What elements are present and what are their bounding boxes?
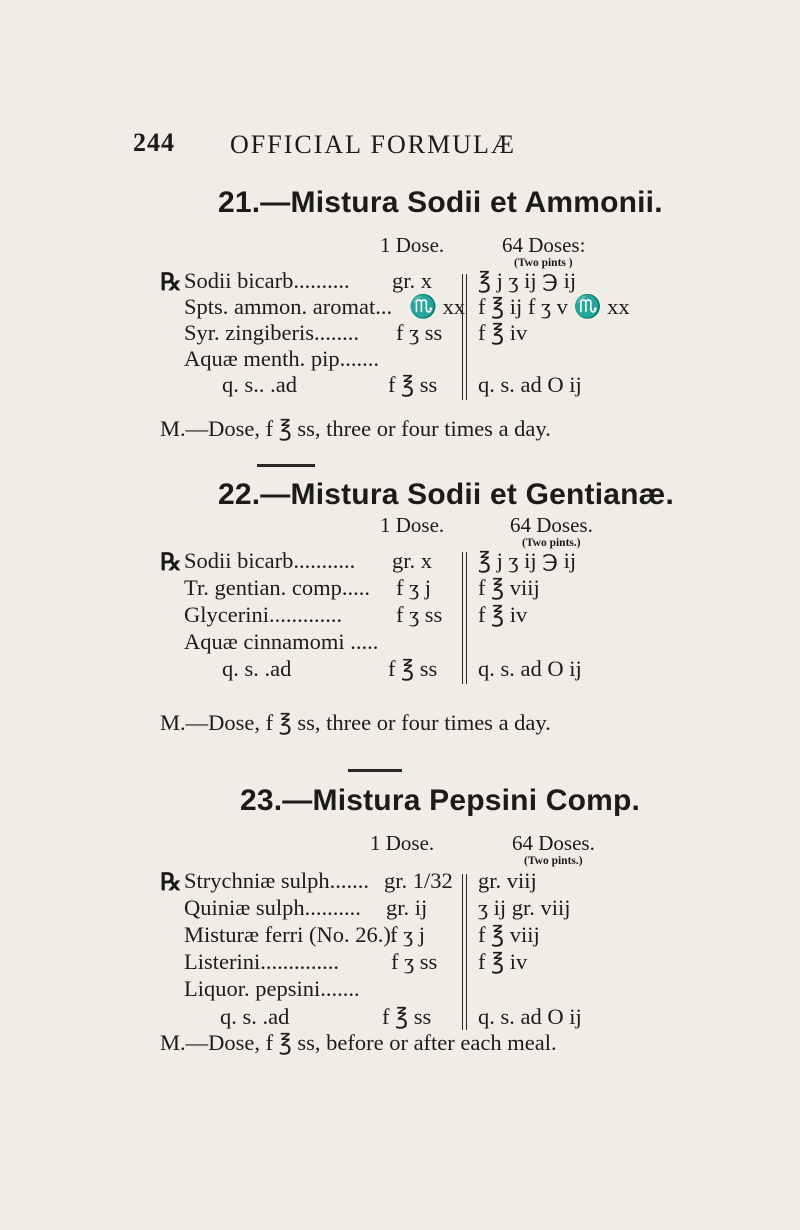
single-dose: gr. x: [392, 548, 433, 573]
one-dose-header: 1 Dose.: [370, 831, 435, 855]
batch-dose: q. s. ad O ij: [478, 656, 582, 681]
formula-section-21: [160, 186, 780, 416]
single-dose: f ʒ ss: [396, 320, 443, 345]
batch-dose: ℥ j ʒ ij ℈ ij: [478, 548, 577, 573]
formula-title: 22.—Mistura Sodii et Gentianæ.: [218, 478, 675, 511]
ingredient-name: Quiniæ sulph..........: [184, 895, 361, 920]
volume-note: (Two pints.): [522, 537, 581, 549]
single-dose: f ℥ ss: [382, 1004, 432, 1029]
ingredient-name: Sodii bicarb...........: [184, 548, 356, 573]
ingredient-name: Liquor. pepsini.......: [184, 976, 360, 1001]
qs-line: q. s. .ad: [222, 656, 292, 681]
ingredient-name: Aquæ cinnamomi .....: [184, 629, 379, 654]
single-dose: f ʒ ss: [396, 602, 443, 627]
batch-dose: ℥ j ʒ ij ℈ ij: [478, 268, 577, 293]
single-dose: gr. ij: [386, 895, 428, 920]
ingredient-name: Strychniæ sulph.......: [184, 868, 370, 893]
ingredient-name: Syr. zingiberis........: [184, 320, 359, 345]
directions: M.—Dose, f ℥ ss, three or four times a day.: [160, 710, 551, 735]
qs-line: q. s. .ad: [220, 1004, 290, 1029]
volume-note: (Two pints ): [514, 257, 573, 269]
formula-section-23: [160, 784, 780, 1058]
batch-dose: f ℥ iv: [478, 602, 528, 627]
sixty-four-doses-header: 64 Doses.: [512, 831, 595, 855]
single-dose: f ℥ ss: [388, 656, 438, 681]
sixty-four-doses-header: 64 Doses.: [510, 513, 593, 537]
column-rule: [466, 874, 467, 1030]
ingredient-name: Aquæ menth. pip.......: [184, 346, 379, 371]
ingredient-name: Glycerini.............: [184, 602, 343, 627]
column-rule: [466, 274, 467, 400]
ingredient-name: Tr. gentian. comp.....: [184, 575, 371, 600]
page-header: [133, 128, 693, 168]
batch-dose: f ℥ ij f ʒ v ♏ xx: [478, 294, 630, 319]
sixty-four-doses-header: 64 Doses:: [502, 233, 586, 257]
formula-title: 21.—Mistura Sodii et Ammonii.: [218, 186, 663, 219]
batch-dose: ʒ ij gr. viij: [478, 895, 571, 920]
single-dose: ♏ xx: [409, 294, 466, 319]
volume-note: (Two pints.): [524, 855, 583, 867]
batch-dose: f ℥ viij: [478, 575, 540, 600]
batch-dose: gr. viij: [478, 868, 537, 893]
single-dose: gr. x: [392, 268, 433, 293]
directions: M.—Dose, f ℥ ss, before or after each meal.: [160, 1030, 557, 1055]
section-divider: [348, 769, 402, 772]
batch-dose: q. s. ad O ij: [478, 1004, 582, 1029]
batch-dose: f ℥ viij: [478, 922, 540, 947]
single-dose: f ʒ j: [390, 922, 425, 947]
recipe-symbol: ℞: [160, 550, 182, 576]
section-divider: [257, 464, 315, 467]
qs-line: q. s.. .ad: [222, 372, 297, 397]
page-number: 244: [133, 128, 175, 157]
recipe-symbol: ℞: [160, 870, 182, 896]
ingredient-name: Misturæ ferri (No. 26.).: [184, 922, 397, 947]
formula-title: 23.—Mistura Pepsini Comp.: [240, 784, 641, 817]
ingredient-name: Spts. ammon. aromat...: [184, 294, 393, 319]
ingredient-name: Sodii bicarb..........: [184, 268, 350, 293]
column-rule: [462, 274, 463, 400]
single-dose: f ʒ ss: [391, 949, 438, 974]
column-rule: [462, 552, 463, 684]
single-dose: f ʒ j: [396, 575, 431, 600]
formula-section-22: [160, 478, 780, 710]
recipe-symbol: ℞: [160, 270, 182, 296]
single-dose: gr. 1/32: [384, 868, 453, 893]
batch-dose: q. s. ad O ij: [478, 372, 582, 397]
column-rule: [462, 874, 463, 1030]
running-title: OFFICIAL FORMULÆ: [230, 130, 517, 159]
one-dose-header: 1 Dose.: [380, 233, 445, 257]
ingredient-name: Listerini..............: [184, 949, 339, 974]
directions: M.—Dose, f ℥ ss, three or four times a day.: [160, 416, 551, 441]
batch-dose: f ℥ iv: [478, 949, 528, 974]
single-dose: f ℥ ss: [388, 372, 438, 397]
one-dose-header: 1 Dose.: [380, 513, 445, 537]
column-rule: [466, 552, 467, 684]
batch-dose: f ℥ iv: [478, 320, 528, 345]
